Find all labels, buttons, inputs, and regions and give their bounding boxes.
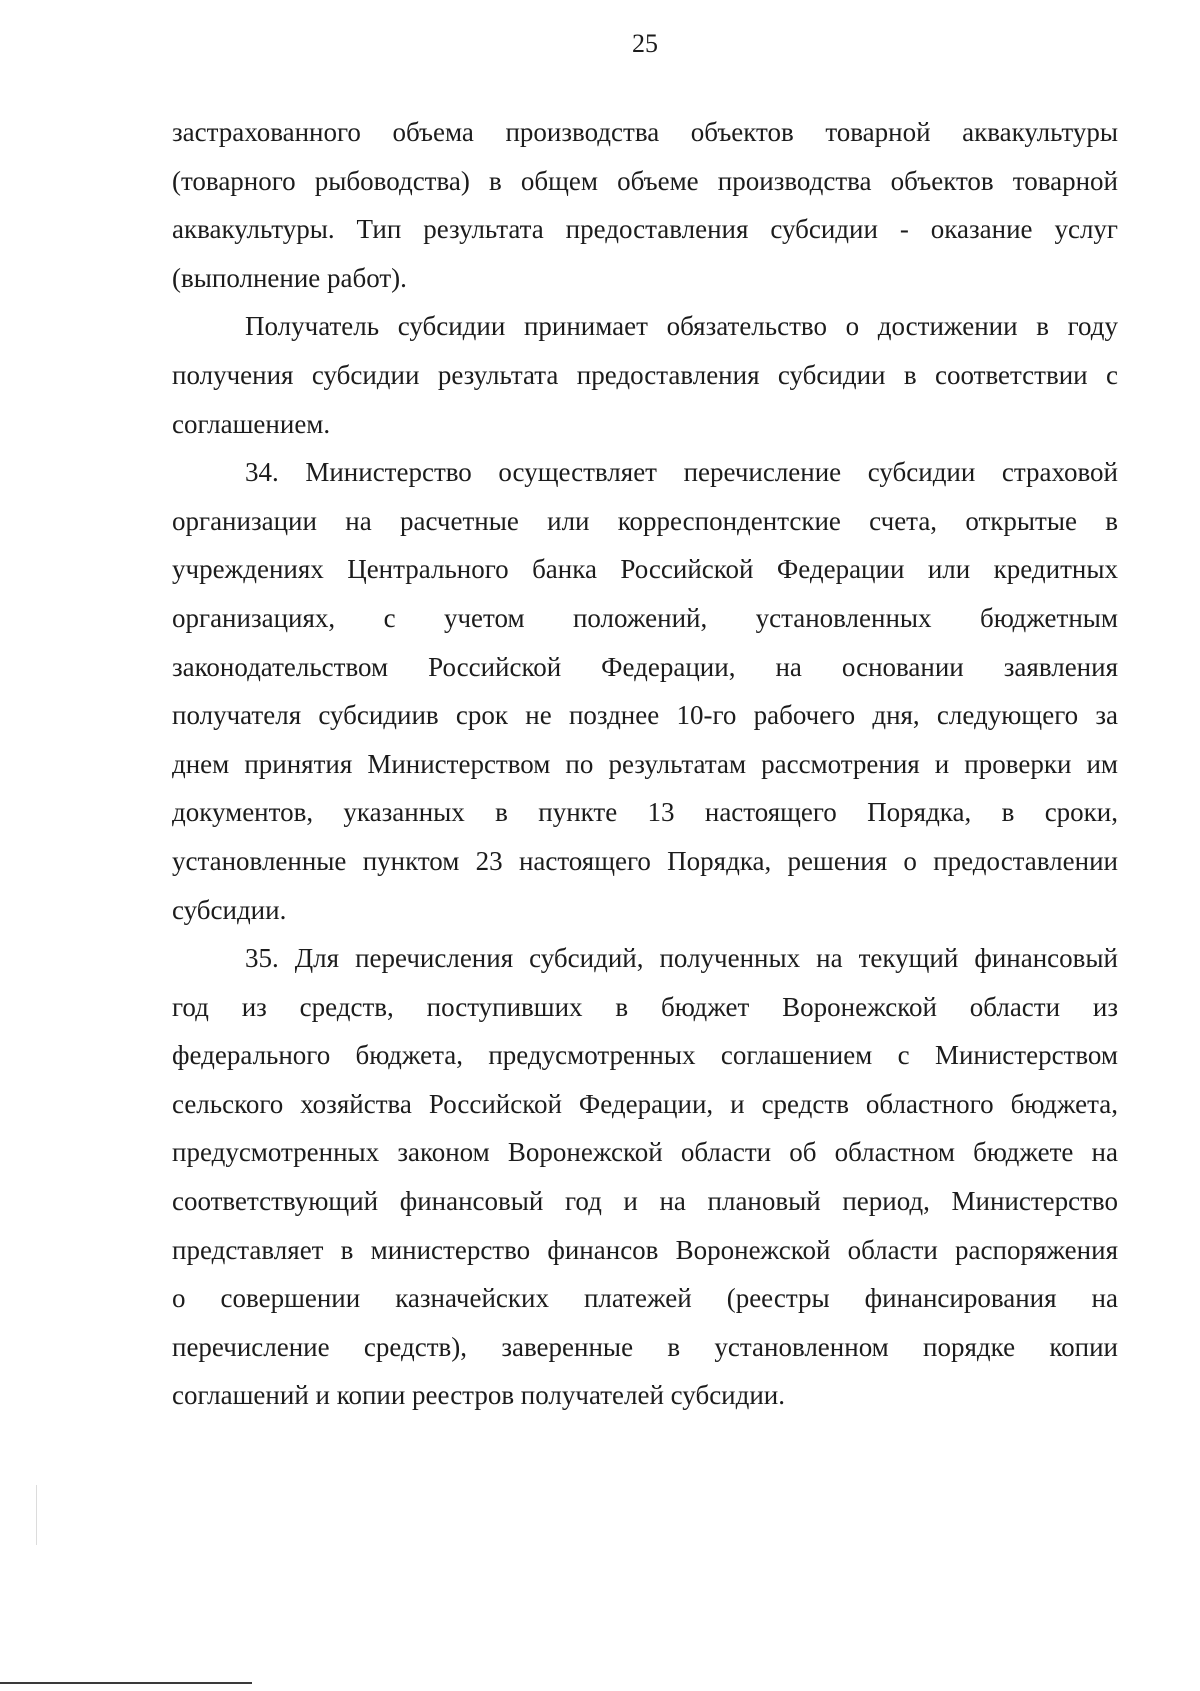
text-line: получателя субсидиив срок не позднее 10-го рабочего дня, следующего за — [172, 700, 1118, 731]
text-line: сельского хозяйства Российской Федерации, и средств областного бюджета, — [172, 1088, 1118, 1119]
text-line: о совершении казначейских платежей (реестры финансирования на — [172, 1283, 1118, 1314]
text-line: соответствующий финансовый год и на плановый период, Министерство — [172, 1186, 1118, 1217]
bottom-rule-line — [0, 1682, 252, 1684]
text-line: соглашений и копии реестров получателей субсидии. — [172, 1380, 786, 1411]
text-line: законодательством Российской Федерации, на основании заявления — [172, 651, 1118, 682]
scan-artifact — [36, 1485, 37, 1545]
text-line: 34. Министерство осуществляет перечисление субсидии страховой — [245, 457, 1118, 488]
text-line: перечисление средств), заверенные в установленном порядке копии — [172, 1331, 1118, 1362]
document-body — [172, 108, 1118, 1420]
text-line: организации на расчетные или корреспондентские счета, открытые в — [172, 505, 1118, 536]
paragraph-continuation — [172, 108, 1118, 302]
text-line: установленные пунктом 23 настоящего Порядка, решения о предоставлении — [172, 845, 1118, 876]
text-line: получения субсидии результата предоставления субсидии в соответствии с — [172, 359, 1118, 390]
paragraph-item-35 — [172, 934, 1118, 1420]
text-line: представляет в министерство финансов Воронежской области распоряжения — [172, 1234, 1118, 1265]
text-line: (выполнение работ). — [172, 262, 407, 293]
text-line: Получатель субсидии принимает обязательство о достижении в году — [245, 311, 1118, 342]
page-number: 25 — [632, 29, 658, 58]
text-line: субсидии. — [172, 894, 287, 925]
text-line: федерального бюджета, предусмотренных соглашением с Министерством — [172, 1040, 1118, 1071]
paragraph-item-34 — [172, 448, 1118, 934]
text-line: год из средств, поступивших в бюджет Воронежской области из — [172, 991, 1118, 1022]
text-line: застрахованного объема производства объектов товарной аквакультуры — [172, 117, 1118, 147]
text-line: (товарного рыбоводства) в общем объеме производства объектов товарной — [172, 165, 1118, 196]
text-line: документов, указанных в пункте 13 настоящего Порядка, в сроки, — [172, 797, 1118, 828]
text-line: днем принятия Министерством по результатам рассмотрения и проверки им — [172, 748, 1118, 779]
text-line: аквакультуры. Тип результата предоставления субсидии - оказание услуг — [172, 214, 1118, 245]
paragraph-obligation — [172, 302, 1118, 448]
text-line: организациях, с учетом положений, установленных бюджетным — [172, 602, 1118, 633]
text-line: соглашением. — [172, 408, 331, 439]
text-line: предусмотренных законом Воронежской области об областном бюджете на — [172, 1137, 1118, 1168]
text-line: учреждениях Центрального банка Российской Федерации или кредитных — [172, 554, 1118, 585]
text-line: 35. Для перечисления субсидий, полученных на текущий финансовый — [245, 943, 1118, 974]
